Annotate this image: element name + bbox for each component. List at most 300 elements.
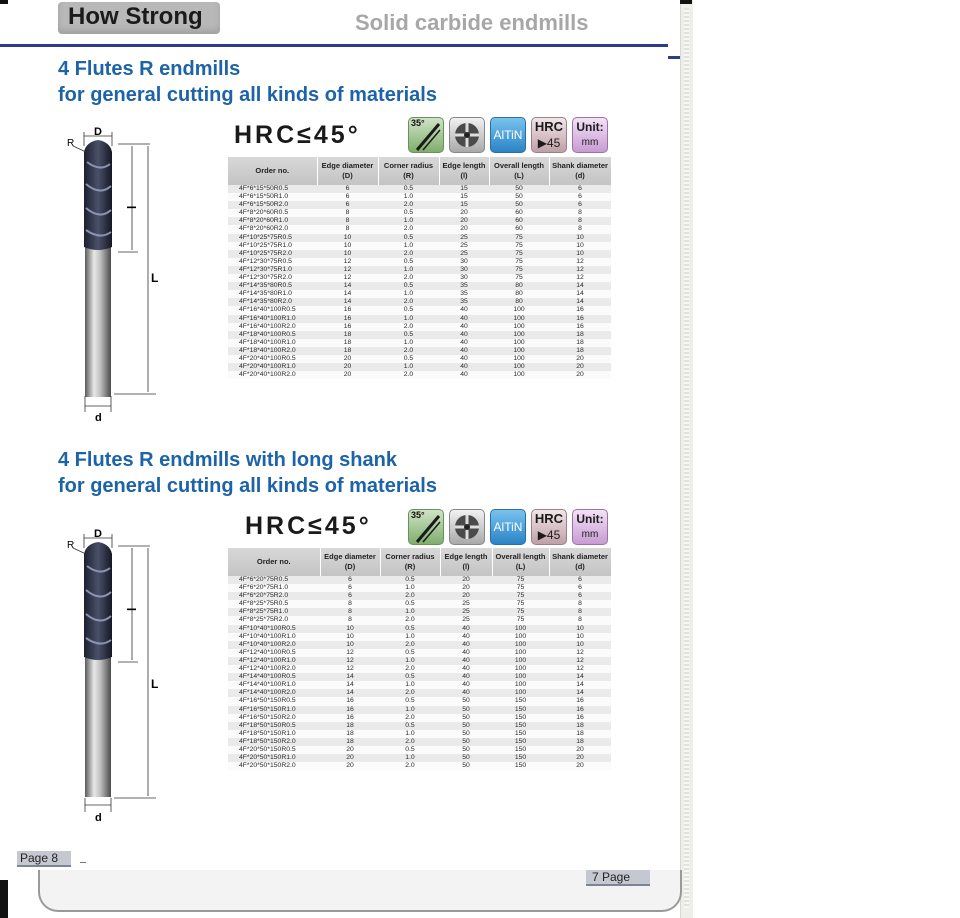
label-overall-length: L (151, 677, 159, 691)
table-cell: 40 (439, 339, 489, 347)
table-cell: 18 (317, 331, 378, 339)
table-cell: 10 (549, 234, 611, 242)
table-cell: 12 (320, 657, 380, 665)
table-cell: 14 (320, 689, 380, 697)
table-cell: 100 (489, 306, 549, 314)
table-cell: 14 (549, 681, 611, 689)
table-cell: 50 (440, 697, 492, 705)
table-row (228, 201, 611, 209)
order-number-cell: 4F*6*15*50R1.0 (228, 193, 317, 201)
table-cell: 8 (317, 225, 378, 233)
order-number-cell: 4F*12*30*75R0.5 (228, 258, 317, 266)
table-row (228, 258, 611, 266)
order-number-cell: 4F*6*20*75R1.0 (228, 584, 320, 592)
label-corner-radius: R (67, 540, 75, 551)
spec-table (228, 548, 612, 770)
table-cell: 0.5 (378, 234, 439, 242)
four-flute-icon (449, 117, 485, 153)
column-header: Overall length (L) (492, 548, 549, 576)
section-title: 4 Flutes R endmills with long shank (58, 449, 397, 471)
table-row (228, 282, 611, 290)
table-cell: 0.5 (378, 282, 439, 290)
table-cell: 2.0 (378, 371, 439, 379)
helix-angle-icon (408, 117, 444, 153)
table-row (228, 608, 611, 616)
table-row (228, 209, 611, 217)
table-cell: 50 (440, 706, 492, 714)
table-cell: 50 (440, 746, 492, 754)
table-cell: 50 (440, 738, 492, 746)
order-number-cell: 4F*8*25*75R0.5 (228, 600, 320, 608)
table-cell: 8 (549, 217, 611, 225)
order-number-cell: 4F*18*40*100R2.0 (228, 347, 317, 355)
table-cell: 6 (549, 185, 611, 193)
table-cell: 20 (549, 363, 611, 371)
label-shank-diameter: d (95, 412, 102, 424)
header-rule (668, 56, 680, 59)
table-cell: 2.0 (378, 298, 439, 306)
table-cell: 18 (549, 738, 611, 746)
table-cell: 100 (492, 641, 549, 649)
order-number-cell: 4F*8*20*60R0.5 (228, 209, 317, 217)
table-cell: 20 (439, 217, 489, 225)
table-cell: 10 (549, 633, 611, 641)
table-cell: 50 (440, 754, 492, 762)
table-row (228, 371, 611, 379)
table-cell: 6 (549, 193, 611, 201)
table-row (228, 722, 611, 730)
table-cell: 18 (549, 339, 611, 347)
table-row (228, 234, 611, 242)
table-cell: 12 (549, 665, 611, 673)
table-cell: 1.0 (380, 681, 440, 689)
table-cell: 2.0 (380, 714, 440, 722)
table-cell: 18 (320, 738, 380, 746)
table-cell: 100 (492, 689, 549, 697)
table-cell: 20 (439, 225, 489, 233)
table-cell: 16 (320, 697, 380, 705)
table-cell: 12 (320, 649, 380, 657)
table-cell: 40 (439, 331, 489, 339)
table-cell: 20 (317, 363, 378, 371)
table-row (228, 665, 611, 673)
four-flute-icon (449, 509, 485, 545)
order-number-cell: 4F*12*40*100R0.5 (228, 649, 320, 657)
order-number-cell: 4F*12*30*75R2.0 (228, 274, 317, 282)
table-cell: 60 (489, 217, 549, 225)
table-cell: 8 (549, 600, 611, 608)
table-row (228, 217, 611, 225)
order-number-cell: 4F*8*25*75R1.0 (228, 608, 320, 616)
table-cell: 30 (439, 266, 489, 274)
table-cell: 75 (489, 234, 549, 242)
table-cell: 16 (549, 315, 611, 323)
table-row (228, 697, 611, 705)
endmill-drawing (60, 122, 190, 432)
unit-icon-label: Unit: (576, 120, 604, 134)
column-header: Edge length (l) (440, 548, 492, 576)
table-cell: 75 (492, 616, 549, 624)
table-row (228, 298, 611, 306)
table-cell: 20 (317, 371, 378, 379)
table-cell: 100 (492, 665, 549, 673)
table-row (228, 290, 611, 298)
unit-icon (572, 117, 608, 153)
hrc-icon (531, 117, 567, 153)
order-number-cell: 4F*10*40*100R1.0 (228, 633, 320, 641)
table-cell: 20 (320, 762, 380, 770)
table-cell: 80 (489, 282, 549, 290)
order-number-cell: 4F*6*20*75R2.0 (228, 592, 320, 600)
table-cell: 12 (320, 665, 380, 673)
table-cell: 0.5 (380, 697, 440, 705)
unit-icon (572, 509, 608, 545)
order-number-cell: 4F*10*25*75R1.0 (228, 242, 317, 250)
table-cell: 1.0 (380, 633, 440, 641)
table-cell: 18 (317, 339, 378, 347)
table-cell: 1.0 (378, 290, 439, 298)
table-cell: 40 (440, 649, 492, 657)
table-cell: 60 (489, 209, 549, 217)
table-cell: 18 (549, 331, 611, 339)
table-cell: 6 (317, 185, 378, 193)
table-cell: 75 (489, 266, 549, 274)
order-number-cell: 4F*14*40*100R0.5 (228, 673, 320, 681)
table-cell: 100 (489, 331, 549, 339)
order-number-cell: 4F*6*15*50R2.0 (228, 201, 317, 209)
order-number-cell: 4F*10*25*75R2.0 (228, 250, 317, 258)
table-cell: 20 (317, 355, 378, 363)
table-cell: 10 (317, 234, 378, 242)
order-number-cell: 4F*18*50*150R1.0 (228, 730, 320, 738)
table-cell: 6 (549, 592, 611, 600)
table-cell: 50 (440, 722, 492, 730)
table-cell: 16 (317, 315, 378, 323)
table-cell: 16 (317, 306, 378, 314)
order-number-cell: 4F*18*40*100R0.5 (228, 331, 317, 339)
table-cell: 14 (317, 290, 378, 298)
table-row (228, 576, 611, 584)
table-row (228, 762, 611, 770)
label-overall-length: L (151, 271, 159, 285)
order-number-cell: 4F*6*20*75R0.5 (228, 576, 320, 584)
table-cell: 1.0 (380, 754, 440, 762)
table-cell: 8 (549, 608, 611, 616)
table-row (228, 347, 611, 355)
table-cell: 2.0 (380, 762, 440, 770)
table-cell: 75 (489, 258, 549, 266)
table-cell: 20 (320, 746, 380, 754)
hardness-rating: HRC≤45° (245, 512, 372, 540)
table-cell: 35 (439, 290, 489, 298)
table-cell: 25 (440, 600, 492, 608)
table-row (228, 754, 611, 762)
table-cell: 12 (549, 657, 611, 665)
table-cell: 18 (320, 722, 380, 730)
table-cell: 14 (549, 689, 611, 697)
table-cell: 40 (439, 371, 489, 379)
section-subtitle: for general cutting all kinds of materials (58, 84, 437, 106)
order-number-cell: 4F*14*35*80R2.0 (228, 298, 317, 306)
order-number-cell: 4F*18*40*100R1.0 (228, 339, 317, 347)
table-cell: 20 (440, 592, 492, 600)
table-cell: 10 (317, 242, 378, 250)
table-cell: 0.5 (378, 185, 439, 193)
table-cell: 80 (489, 298, 549, 306)
table-cell: 6 (549, 576, 611, 584)
table-cell: 8 (320, 608, 380, 616)
order-number-cell: 4F*14*40*100R1.0 (228, 681, 320, 689)
table-cell: 100 (492, 649, 549, 657)
table-cell: 40 (440, 673, 492, 681)
table-cell: 100 (489, 371, 549, 379)
order-number-cell: 4F*14*35*80R0.5 (228, 282, 317, 290)
spec-table (228, 157, 612, 379)
table-cell: 20 (549, 762, 611, 770)
order-number-cell: 4F*16*50*150R1.0 (228, 706, 320, 714)
order-number-cell: 4F*16*50*150R0.5 (228, 697, 320, 705)
table-cell: 8 (549, 616, 611, 624)
hrc-icon-value: ▶45 (537, 136, 561, 150)
table-cell: 2.0 (380, 689, 440, 697)
table-cell: 18 (549, 347, 611, 355)
table-cell: 15 (439, 193, 489, 201)
table-cell: 150 (492, 706, 549, 714)
table-cell: 100 (489, 363, 549, 371)
table-cell: 16 (549, 706, 611, 714)
order-number-cell: 4F*20*40*100R2.0 (228, 371, 317, 379)
table-cell: 2.0 (378, 225, 439, 233)
helix-angle-label: 35° (411, 118, 425, 128)
table-cell: 40 (439, 315, 489, 323)
table-row (228, 657, 611, 665)
table-cell: 18 (320, 730, 380, 738)
page-number-left (17, 851, 71, 867)
table-row (228, 714, 611, 722)
table-cell: 0.5 (380, 722, 440, 730)
table-cell: 2.0 (378, 347, 439, 355)
unit-icon-value: mm (581, 529, 599, 540)
table-row (228, 306, 611, 314)
table-cell: 14 (317, 282, 378, 290)
table-row (228, 339, 611, 347)
table-cell: 14 (549, 290, 611, 298)
table-cell: 0.5 (378, 306, 439, 314)
table-cell: 20 (440, 576, 492, 584)
table-cell: 15 (439, 185, 489, 193)
table-cell: 1.0 (380, 706, 440, 714)
table-cell: 100 (492, 657, 549, 665)
table-row (228, 681, 611, 689)
endmill-drawing (60, 522, 190, 832)
table-cell: 100 (492, 625, 549, 633)
table-cell: 150 (492, 762, 549, 770)
order-number-cell: 4F*12*30*75R1.0 (228, 266, 317, 274)
table-cell: 2.0 (378, 274, 439, 282)
table-cell: 150 (492, 730, 549, 738)
label-corner-radius: R (67, 138, 75, 149)
section-subtitle: for general cutting all kinds of materials (58, 475, 437, 497)
table-row (228, 315, 611, 323)
table-cell: 16 (320, 706, 380, 714)
table-row (228, 673, 611, 681)
unit-icon-label: Unit: (576, 512, 604, 526)
table-cell: 150 (492, 722, 549, 730)
order-number-cell: 4F*8*25*75R2.0 (228, 616, 320, 624)
table-cell: 1.0 (380, 730, 440, 738)
table-cell: 2.0 (380, 592, 440, 600)
table-cell: 0.5 (378, 331, 439, 339)
table-cell: 18 (549, 730, 611, 738)
table-cell: 14 (549, 298, 611, 306)
hrc-icon-label: HRC (534, 119, 564, 134)
catalog-title: Solid carbide endmills (355, 10, 589, 35)
table-cell: 75 (492, 584, 549, 592)
table-cell: 0.5 (380, 625, 440, 633)
table-cell: 20 (439, 209, 489, 217)
table-row (228, 250, 611, 258)
table-cell: 40 (440, 657, 492, 665)
table-cell: 14 (320, 681, 380, 689)
table-cell: 1.0 (378, 363, 439, 371)
table-cell: 75 (489, 274, 549, 282)
table-cell: 100 (489, 347, 549, 355)
table-cell: 0.5 (380, 600, 440, 608)
table-cell: 0.5 (378, 258, 439, 266)
table-cell: 100 (489, 323, 549, 331)
table-cell: 50 (440, 730, 492, 738)
table-cell: 40 (439, 323, 489, 331)
label-edge-diameter: D (94, 126, 102, 138)
table-cell: 15 (439, 201, 489, 209)
table-cell: 1.0 (378, 315, 439, 323)
table-row (228, 730, 611, 738)
table-cell: 2.0 (380, 616, 440, 624)
table-cell: 8 (320, 600, 380, 608)
section-title: 4 Flutes R endmills (58, 58, 241, 80)
order-number-cell: 4F*12*40*100R2.0 (228, 665, 320, 673)
table-cell: 6 (320, 576, 380, 584)
table-cell: 100 (489, 355, 549, 363)
label-edge-diameter: D (94, 528, 102, 540)
table-cell: 25 (439, 242, 489, 250)
order-number-cell: 4F*20*50*150R0.5 (228, 746, 320, 754)
table-cell: 2.0 (380, 641, 440, 649)
table-row (228, 600, 611, 608)
table-row (228, 331, 611, 339)
table-cell: 35 (439, 298, 489, 306)
column-header: Corner radius (R) (380, 548, 440, 576)
order-number-cell: 4F*20*50*150R1.0 (228, 754, 320, 762)
table-cell: 2.0 (380, 665, 440, 673)
table-cell: 6 (317, 193, 378, 201)
table-cell: 75 (492, 600, 549, 608)
table-cell: 6 (549, 201, 611, 209)
table-cell: 80 (489, 290, 549, 298)
column-header: Shank diameter (d) (549, 548, 611, 576)
table-cell: 20 (320, 754, 380, 762)
table-cell: 40 (439, 306, 489, 314)
table-cell: 40 (440, 641, 492, 649)
table-row (228, 649, 611, 657)
table-cell: 12 (317, 266, 378, 274)
table-cell: 75 (489, 242, 549, 250)
header-rule (0, 44, 668, 47)
column-header: Edge diameter (D) (320, 548, 380, 576)
table-cell: 40 (440, 689, 492, 697)
table-cell: 1.0 (378, 339, 439, 347)
table-cell: 10 (320, 625, 380, 633)
divider (80, 862, 86, 863)
label-edge-length: l (125, 607, 139, 611)
table-cell: 100 (492, 681, 549, 689)
table-cell: 6 (320, 592, 380, 600)
table-row (228, 355, 611, 363)
table-cell: 0.5 (378, 209, 439, 217)
column-header: Edge length (l) (439, 157, 489, 185)
table-cell: 1.0 (380, 657, 440, 665)
table-cell: 2.0 (380, 738, 440, 746)
table-cell: 150 (492, 754, 549, 762)
order-number-cell: 4F*16*40*100R1.0 (228, 315, 317, 323)
hardness-rating: HRC≤45° (234, 121, 361, 149)
table-cell: 0.5 (378, 355, 439, 363)
table-cell: 10 (317, 250, 378, 258)
table-row (228, 225, 611, 233)
order-number-cell: 4F*16*50*150R2.0 (228, 714, 320, 722)
column-header: Order no. (228, 548, 320, 576)
table-row (228, 738, 611, 746)
table-cell: 12 (549, 649, 611, 657)
page-number-right (586, 870, 650, 886)
order-number-cell: 4F*8*20*60R2.0 (228, 225, 317, 233)
table-row (228, 323, 611, 331)
page-frame-strip (684, 8, 689, 908)
table-cell: 75 (492, 608, 549, 616)
table-cell: 25 (439, 234, 489, 242)
column-header: Overall length (L) (489, 157, 549, 185)
table-cell: 10 (549, 625, 611, 633)
table-cell: 16 (549, 714, 611, 722)
table-cell: 75 (489, 250, 549, 258)
table-cell: 1.0 (378, 217, 439, 225)
table-cell: 40 (439, 347, 489, 355)
table-cell: 25 (439, 250, 489, 258)
table-cell: 14 (320, 673, 380, 681)
table-cell: 40 (440, 665, 492, 673)
table-cell: 20 (549, 371, 611, 379)
table-cell: 75 (492, 592, 549, 600)
table-cell: 0.5 (380, 673, 440, 681)
corner-mark (680, 0, 692, 4)
column-header: Edge diameter (D) (317, 157, 378, 185)
order-number-cell: 4F*8*20*60R1.0 (228, 217, 317, 225)
table-row (228, 584, 611, 592)
table-cell: 16 (549, 323, 611, 331)
table-row (228, 274, 611, 282)
order-number-cell: 4F*12*40*100R1.0 (228, 657, 320, 665)
table-cell: 75 (492, 576, 549, 584)
order-number-cell: 4F*18*50*150R2.0 (228, 738, 320, 746)
order-number-cell: 4F*10*25*75R0.5 (228, 234, 317, 242)
table-cell: 8 (317, 209, 378, 217)
order-number-cell: 4F*16*40*100R0.5 (228, 306, 317, 314)
order-number-cell: 4F*20*50*150R2.0 (228, 762, 320, 770)
order-number-cell: 4F*18*50*150R0.5 (228, 722, 320, 730)
table-row (228, 592, 611, 600)
table-cell: 2.0 (378, 201, 439, 209)
order-number-cell: 4F*20*40*100R0.5 (228, 355, 317, 363)
